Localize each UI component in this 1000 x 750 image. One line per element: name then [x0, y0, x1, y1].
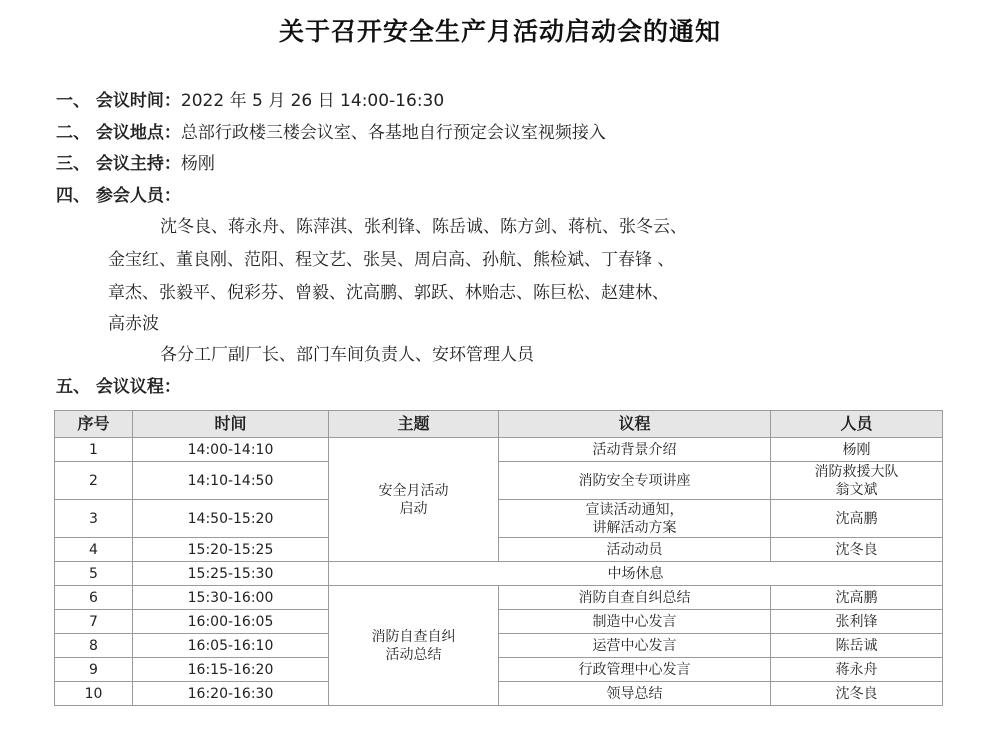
- row-item: 运营中心发言: [499, 634, 771, 658]
- row-person: 沈高鹏: [771, 500, 943, 538]
- row-time: 16:05-16:10: [133, 634, 329, 658]
- table-row: [55, 634, 943, 658]
- topic-cell-2: [329, 586, 499, 706]
- row-time: 15:25-15:30: [133, 562, 329, 586]
- row-item: 行政管理中心发言: [499, 658, 771, 682]
- agenda-row: [56, 375, 181, 399]
- attendees-label: 四、 参会人员：: [56, 186, 181, 206]
- topic-label-2: 消防自查自纠 活动总结: [371, 628, 456, 663]
- table-header-row: [55, 411, 943, 438]
- row-no: 4: [55, 538, 133, 562]
- row-person: 沈高鹏: [771, 586, 943, 610]
- row-no: 10: [55, 682, 133, 706]
- row-item: 消防自查自纠总结: [499, 586, 771, 610]
- header-topic: 主题: [329, 411, 499, 438]
- table-row: [55, 682, 943, 706]
- attendees-row: [56, 184, 181, 208]
- row-item: 制造中心发言: [499, 610, 771, 634]
- row-time: 14:00-14:10: [133, 438, 329, 462]
- attendees-line-5: 各分工厂副厂长、部门车间负责人、安环管理人员: [160, 345, 534, 365]
- row-no: 6: [55, 586, 133, 610]
- row-person: 杨刚: [771, 438, 943, 462]
- row-time: 15:20-15:25: [133, 538, 329, 562]
- row-person: 沈冬良: [771, 682, 943, 706]
- row-person: 张利锋: [771, 610, 943, 634]
- meeting-host-row: [56, 152, 215, 176]
- row-person: 蒋永舟: [771, 658, 943, 682]
- meeting-host-value: 杨刚: [180, 154, 215, 174]
- table-row: [55, 500, 943, 538]
- break-cell: 中场休息: [329, 562, 943, 586]
- row-item: 活动动员: [499, 538, 771, 562]
- row-item: 领导总结: [499, 682, 771, 706]
- header-time: 时间: [133, 411, 329, 438]
- attendees-line-3: 章杰、张毅平、倪彩芬、曾毅、沈高鹏、郭跃、林贻志、陈巨松、赵建林、: [108, 283, 669, 303]
- row-time: 15:30-16:00: [133, 586, 329, 610]
- table-row: [55, 438, 943, 462]
- table-row: [55, 562, 943, 586]
- row-time: 16:15-16:20: [133, 658, 329, 682]
- row-time: 16:20-16:30: [133, 682, 329, 706]
- row-no: 5: [55, 562, 133, 586]
- meeting-time-row: [56, 89, 444, 113]
- meeting-host-label: 三、 会议主持：: [56, 154, 181, 174]
- attendees-line-4: 高赤波: [108, 314, 159, 334]
- attendees-line-2: 金宝红、董良刚、范阳、程文艺、张昊、周启高、孙航、熊检斌、丁春锋 、: [108, 250, 675, 270]
- header-person: 人员: [771, 411, 943, 438]
- table-row: [55, 610, 943, 634]
- row-item: 消防安全专项讲座: [499, 462, 771, 500]
- table-row: [55, 586, 943, 610]
- row-time: 14:10-14:50: [133, 462, 329, 500]
- meeting-place-row: [56, 121, 606, 145]
- attendees-line-1: 沈冬良、蒋永舟、陈萍淇、张利锋、陈岳诚、陈方剑、蒋杭、张冬云、: [160, 217, 687, 237]
- table-row: [55, 658, 943, 682]
- agenda-table: [54, 410, 943, 706]
- row-person: 沈冬良: [771, 538, 943, 562]
- agenda-label: 五、 会议议程：: [56, 377, 181, 397]
- header-agenda: 议程: [499, 411, 771, 438]
- row-item: 活动背景介绍: [499, 438, 771, 462]
- row-person: 陈岳诚: [771, 634, 943, 658]
- table-row: [55, 462, 943, 500]
- meeting-place-value: 总部行政楼三楼会议室、各基地自行预定会议室视频接入: [180, 123, 606, 143]
- row-no: 3: [55, 500, 133, 538]
- meeting-time-value: 2022 年 5 月 26 日 14:00-16:30: [180, 91, 445, 111]
- row-no: 9: [55, 658, 133, 682]
- meeting-time-label: 一、 会议时间：: [56, 91, 181, 111]
- row-person: 消防救援大队 翁文斌: [771, 462, 943, 500]
- meeting-place-label: 二、 会议地点：: [56, 123, 181, 143]
- header-no: 序号: [55, 411, 133, 438]
- row-time: 14:50-15:20: [133, 500, 329, 538]
- document-title: 关于召开安全生产月活动启动会的通知: [278, 17, 721, 46]
- row-no: 2: [55, 462, 133, 500]
- row-no: 7: [55, 610, 133, 634]
- topic-label-1: 安全月活动 启动: [378, 482, 449, 517]
- row-time: 16:00-16:05: [133, 610, 329, 634]
- row-no: 8: [55, 634, 133, 658]
- table-row: [55, 538, 943, 562]
- row-no: 1: [55, 438, 133, 462]
- row-item: 宣读活动通知， 讲解活动方案: [499, 500, 771, 538]
- topic-cell-1: [329, 438, 499, 562]
